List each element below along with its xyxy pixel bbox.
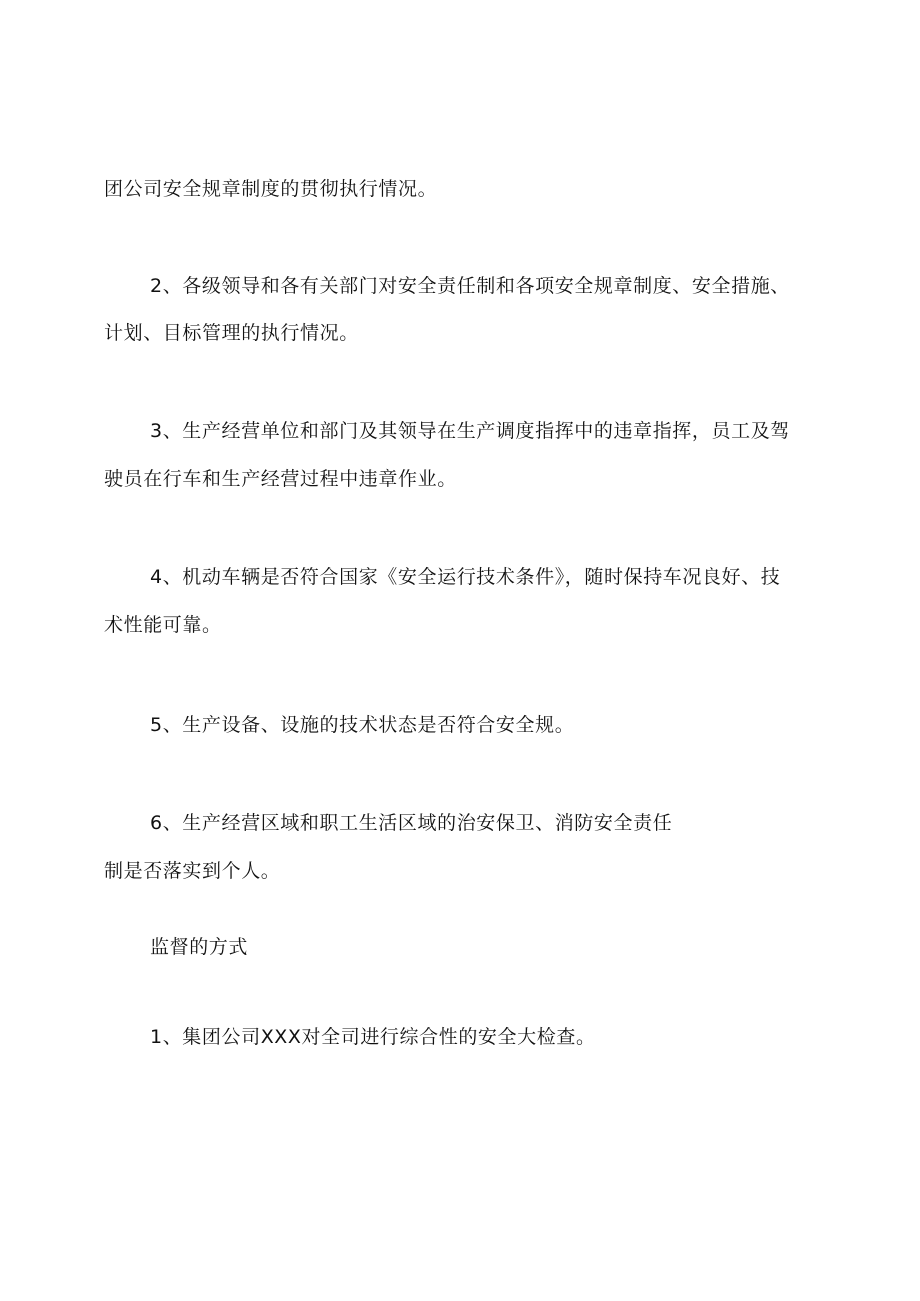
paragraph-3-line-2: 驶员在行车和生产经营过程中违章作业。 bbox=[104, 468, 457, 490]
paragraph-5: 5、生产设备、设施的技术状态是否符合安全规。 bbox=[150, 714, 575, 736]
paragraph-line-continuation: 团公司安全规章制度的贯彻执行情况。 bbox=[104, 178, 438, 200]
supervision-method-item-1: 1、集团公司XXX对全司进行综合性的安全大检查。 bbox=[150, 1026, 596, 1048]
paragraph-2-line-2: 计划、目标管理的执行情况。 bbox=[104, 322, 359, 344]
paragraph-4-line-1: 4、机动车辆是否符合国家《安全运行技术条件》，随时保持车况良好、技 bbox=[150, 566, 781, 588]
paragraph-3-line-1: 3、生产经营单位和部门及其领导在生产调度指挥中的违章指挥，员工及驾 bbox=[150, 420, 790, 442]
section-heading-supervision-method: 监督的方式 bbox=[150, 936, 249, 958]
paragraph-2-line-1: 2、各级领导和各有关部门对安全责任制和各项安全规章制度、安全措施、 bbox=[150, 275, 790, 297]
paragraph-6-line-2: 制是否落实到个人。 bbox=[104, 860, 281, 882]
paragraph-4-line-2: 术性能可靠。 bbox=[104, 614, 222, 636]
paragraph-6-line-1: 6、生产经营区域和职工生活区域的治安保卫、消防安全责任 bbox=[150, 812, 673, 834]
